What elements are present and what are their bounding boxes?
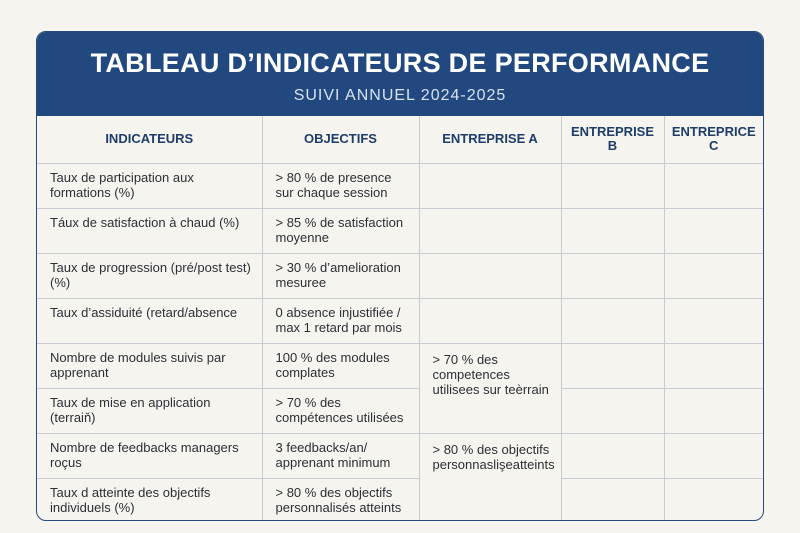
page-title: TABLEAU D’INDICATEURS DE PERFORMANCE [90,48,710,78]
column-header-objectifs: OBJECTIFS [262,116,419,163]
objective-cell: > 80 % des objectifs personnalisés atteints [262,478,419,521]
entreprise-b-cell [561,478,664,521]
entreprise-c-cell [664,433,763,478]
table-row [37,433,763,478]
objective-cell: 3 feedbacks/an/ apprenant minimum [262,433,419,478]
entreprise-a-cell [419,163,561,208]
entreprise-b-cell [561,253,664,298]
column-header-entreprise-b: ENTREPRISE B [561,116,664,163]
indicator-cell: Nombre de modules suivis par apprenant [37,343,262,388]
indicator-cell: Taux de mise en application (terraiň) [37,388,262,433]
objective-cell: > 30 % d’amelioration mesuree [262,253,419,298]
entreprise-a-cell [419,208,561,253]
kpi-table [37,116,763,521]
objective-cell: > 70 % des compétences utilisées [262,388,419,433]
table-row [37,163,763,208]
table-row [37,343,763,388]
objective-cell: 100 % des modules complates [262,343,419,388]
indicator-cell: Taux de progression (pré/post test) (%) [37,253,262,298]
entreprise-b-cell [561,388,664,433]
indicator-cell: Taux d’assiduité (retard/absence [37,298,262,343]
entreprise-b-cell [561,208,664,253]
entreprise-c-cell [664,208,763,253]
entreprise-c-cell [664,298,763,343]
objective-cell: 0 absence injustifiée / max 1 retard par mois [262,298,419,343]
entreprise-c-cell [664,478,763,521]
indicator-cell: Nombre de feedbacks managers roçus [37,433,262,478]
entreprise-b-cell [561,298,664,343]
objective-cell: > 85 % de satisfaction moyenne [262,208,419,253]
entreprise-b-cell [561,343,664,388]
kpi-card [36,31,764,521]
table-header-row [37,116,763,163]
entreprise-a-merged-cell: > 80 % des objectifs personnaslişeatteints [419,433,561,521]
entreprise-c-cell [664,388,763,433]
indicator-cell: Táux de satisfaction à chaud (%) [37,208,262,253]
header-banner [37,32,763,116]
entreprise-c-cell [664,163,763,208]
page-subtitle: SUIVI ANNUEL 2024-2025 [293,87,507,104]
entreprise-b-cell [561,433,664,478]
table-row [37,388,763,433]
column-header-entreprise-a: ENTREPRISE A [419,116,561,163]
table-row [37,298,763,343]
entreprise-c-cell [664,343,763,388]
entreprise-a-merged-cell: > 70 % des competences utilisees sur teèrrain [419,343,561,433]
indicator-cell: Taux d atteinte des objectifs individuels (%) [37,478,262,521]
entreprise-a-cell [419,298,561,343]
table-row [37,253,763,298]
entreprise-a-cell [419,253,561,298]
column-header-entreprise-c: ENTREPRICE C [664,116,763,163]
entreprise-b-cell [561,163,664,208]
table-row [37,208,763,253]
table-row [37,478,763,521]
objective-cell: > 80 % de presence sur chaque session [262,163,419,208]
entreprise-c-cell [664,253,763,298]
column-header-indicateurs: INDICATEURS [37,116,262,163]
indicator-cell: Taux de participation aux formations (%) [37,163,262,208]
